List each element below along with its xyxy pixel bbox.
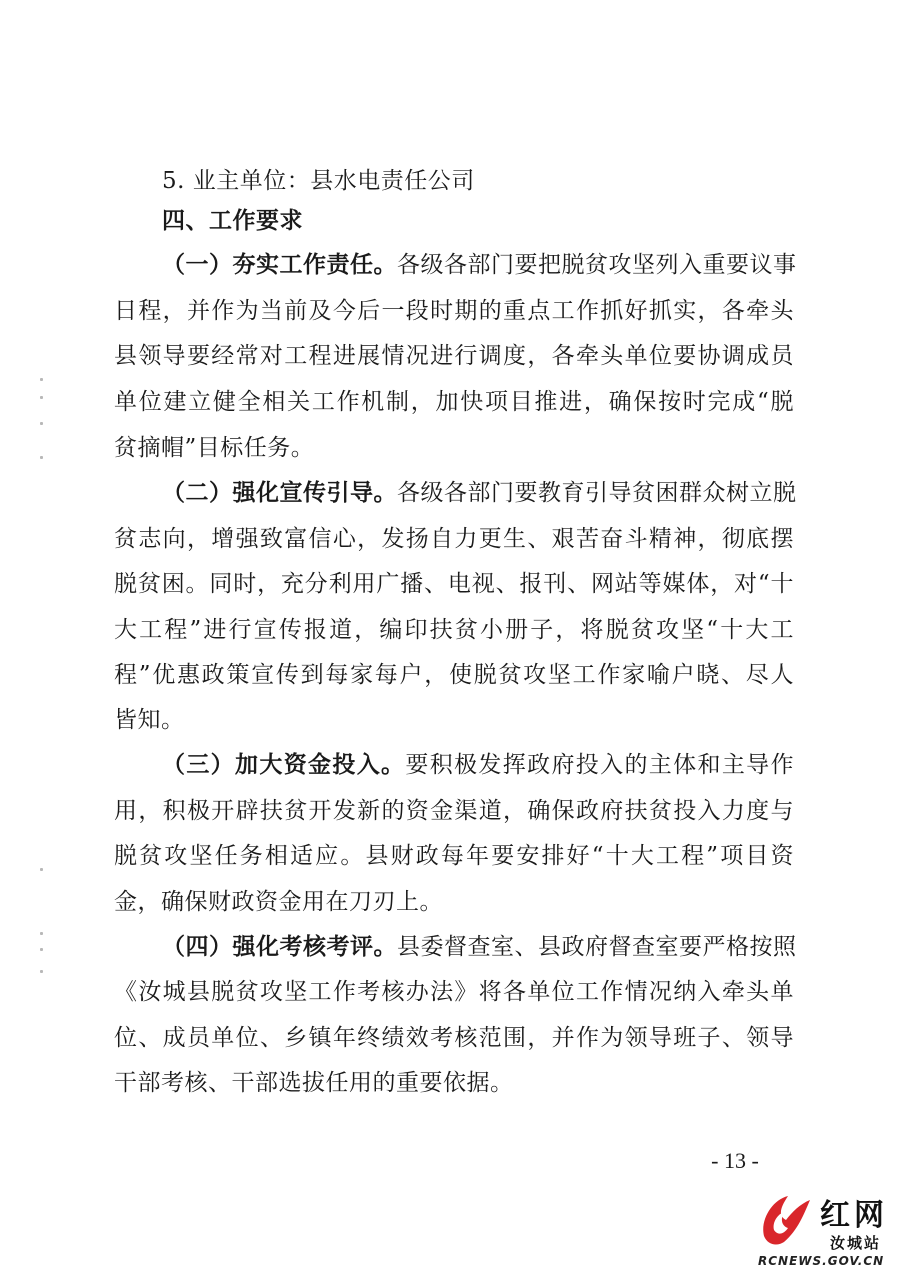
section-heading: 四、工作要求 [162, 207, 303, 234]
rednet-watermark-logo [758, 1190, 896, 1274]
paragraph-2-line-4: 大工程”进行宣传报道，编印扶贫小册子，将脱贫攻坚“十大工 [114, 617, 794, 643]
paragraph-1-heading: （一）夯实工作责任。 [162, 251, 397, 278]
paragraph-2-line-6: 皆知。 [114, 707, 185, 733]
paragraph-4-line-1: （四）强化考核考评。县委督查室、县政府督查室要严格按照 [162, 933, 797, 960]
paragraph-2-heading: （二）强化宣传引导。 [162, 479, 397, 506]
paragraph-3-line-3: 脱贫攻坚任务相适应。县财政每年要安排好“十大工程”项目资 [114, 843, 794, 869]
paragraph-1-line-2: 日程，并作为当前及今后一段时期的重点工作抓好抓实，各牵头 [114, 298, 794, 324]
paragraph-4-line-4: 干部考核、干部选拔任用的重要依据。 [114, 1070, 514, 1096]
paragraph-2-line-5: 程”优惠政策宣传到每家每户，使脱贫攻坚工作家喻户晓、尽人 [114, 662, 794, 688]
paragraph-1-line-1: （一）夯实工作责任。各级各部门要把脱贫攻坚列入重要议事 [162, 251, 797, 278]
paragraph-2-line-2: 贫志向，增强致富信心，发扬自力更生、艰苦奋斗精神，彻底摆 [114, 526, 794, 552]
paragraph-4-line-2: 《汝城县脱贫攻坚工作考核办法》将各单位工作情况纳入牵头单 [114, 979, 794, 1005]
item-5-owner-unit: 5. 业主单位：县水电责任公司 [162, 168, 475, 194]
watermark-title: 红网 [820, 1198, 888, 1233]
paragraph-1-line-3: 县领导要经常对工程进展情况进行调度，各牵头单位要协调成员 [114, 343, 794, 369]
scan-margin-marks [36, 360, 50, 1000]
paragraph-3-line-4: 金，确保财政资金用在刀刃上。 [114, 889, 443, 915]
paragraph-4-heading: （四）强化考核考评。 [162, 933, 397, 960]
paragraph-1-line-4: 单位建立健全相关工作机制，加快项目推进，确保按时完成“脱 [114, 389, 794, 415]
page-number: - 13 - [711, 1148, 759, 1173]
watermark-subtitle: 汝城站 [830, 1234, 882, 1252]
paragraph-4-line-3: 位、成员单位、乡镇年终绩效考核范围，并作为领导班子、领导 [114, 1025, 794, 1051]
paragraph-3-line-1: （三）加大资金投入。要积极发挥政府投入的主体和主导作 [162, 751, 795, 778]
paragraph-2-line-3: 脱贫困。同时，充分利用广播、电视、报刊、网站等媒体，对“十 [114, 571, 794, 597]
paragraph-3-heading: （三）加大资金投入。 [162, 751, 406, 778]
paragraph-3-line-2: 用，积极开辟扶贫开发新的资金渠道，确保政府扶贫投入力度与 [114, 798, 794, 824]
paragraph-2-line-1: （二）强化宣传引导。各级各部门要教育引导贫困群众树立脱 [162, 479, 797, 506]
paragraph-1-line-5: 贫摘帽”目标任务。 [114, 435, 315, 461]
rednet-swoosh-icon [758, 1190, 814, 1250]
watermark-url: RCNEWS.GOV.CN [758, 1254, 885, 1268]
